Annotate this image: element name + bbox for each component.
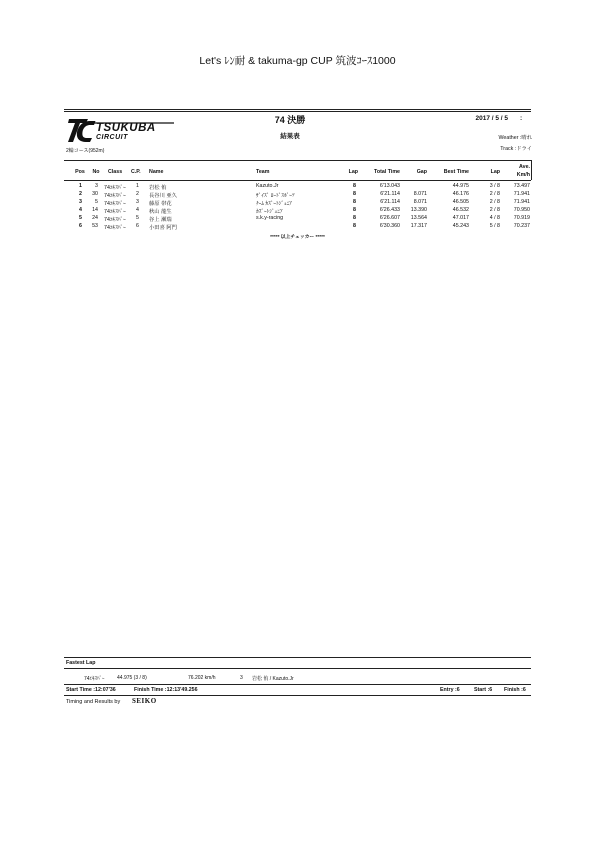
col-name: Name [149, 169, 164, 175]
cell-pos: 2 [79, 191, 82, 197]
cell-best-lap: 2 / 8 [489, 191, 500, 197]
cell-lap: 8 [353, 215, 356, 221]
table-top-rule [64, 160, 531, 161]
cell-pos: 5 [79, 215, 82, 221]
col-team: Team [256, 169, 270, 175]
cell-lap: 8 [353, 191, 356, 197]
col-pos: Pos [75, 169, 85, 175]
cell-class: 74ｴｷｽﾊﾟｰ [104, 201, 126, 207]
col-class: Class [108, 169, 123, 175]
cell-ave: 70.950 [513, 207, 530, 213]
table-header-rule [64, 180, 531, 181]
col-gap: Gap [416, 169, 427, 175]
page-title: Let's ﾚﾝ耐 & takuma-gp CUP 筑波ｺｰｽ1000 [199, 55, 396, 67]
logo-main-text: TSUKUBA [96, 122, 156, 134]
cell-cp: 4 [136, 207, 139, 213]
cell-gap: 13.564 [410, 215, 427, 221]
start-time: Start Time :12:07'36 [66, 687, 116, 693]
cell-pos: 6 [79, 223, 82, 229]
cell-total-time: 6'26.433 [379, 207, 400, 213]
cell-best-time: 44.975 [452, 183, 469, 189]
cell-class: 74ｴｷｽﾊﾟｰ [104, 193, 126, 199]
cell-gap: 8.071 [413, 191, 427, 197]
cell-cp: 2 [136, 191, 139, 197]
col-ave: Ave. [519, 164, 530, 170]
cell-cp: 5 [136, 215, 139, 221]
start-count: Start :6 [474, 687, 493, 693]
cell-ave: 70.919 [513, 215, 530, 221]
cell-no: 5 [95, 199, 98, 205]
time-colon: : [520, 115, 523, 122]
col-best-time: Best Time [443, 169, 469, 175]
cell-class: 74ｴｷｽﾊﾟｰ [104, 217, 126, 223]
fastest-lap-label: Fastest Lap [66, 660, 96, 666]
cell-name: 長谷川 亜久 [149, 193, 177, 199]
cell-name: 藤原 帯花 [149, 201, 172, 207]
cell-class: 74ｴｷｽﾊﾟｰ [104, 209, 126, 215]
cell-pos: 1 [79, 183, 82, 189]
course-name: 2輪コース(952m) [66, 148, 105, 154]
fastest-rider: 岩松 侑 / Kazuto.Jr [252, 676, 294, 682]
cell-best-time: 46.176 [452, 191, 469, 197]
seiko-logo: SEIKO [132, 697, 157, 705]
result-title: 結果表 [280, 133, 300, 140]
table-right-edge [531, 160, 532, 180]
cell-best-lap: 2 / 8 [489, 199, 500, 205]
cell-pos: 3 [79, 199, 82, 205]
cell-ave: 71.941 [513, 199, 530, 205]
timing-credit: Timing and Results by [66, 699, 121, 705]
cell-cp: 6 [136, 223, 139, 229]
cell-total-time: 6'21.114 [380, 199, 400, 205]
cell-pos: 4 [79, 207, 82, 213]
cell-name: 秋山 龍生 [149, 209, 172, 215]
cell-team: ｶｽﾞｰﾄｼﾞｭﾆｱ [256, 209, 283, 215]
cell-ave: 71.941 [513, 191, 530, 197]
col-best-lap: Lap [490, 169, 500, 175]
times-top-rule [64, 684, 531, 685]
col-ave-unit: Km/h [516, 172, 530, 178]
fastest-time: 44.975 (3 / 8) [117, 675, 147, 681]
cell-lap: 8 [353, 199, 356, 205]
cell-gap: 8.071 [413, 199, 427, 205]
checker-note: ***** 以上チェッカー ***** [270, 235, 325, 240]
cell-ave: 73.497 [513, 183, 530, 189]
cell-no: 3 [95, 183, 98, 189]
cell-team: Kazuto.Jr [256, 183, 279, 189]
cell-total-time: 6'30.360 [379, 223, 400, 229]
cell-no: 30 [92, 191, 98, 197]
circuit-logo [66, 118, 176, 144]
cell-best-lap: 2 / 8 [489, 207, 500, 213]
cell-gap: 13.390 [410, 207, 427, 213]
cell-team: s.k.y-racing [256, 215, 284, 221]
finish-count: Finish :6 [504, 687, 526, 693]
cell-best-time: 46.505 [452, 199, 469, 205]
fastest-speed: 76.202 km/h [188, 675, 216, 681]
cell-best-lap: 4 / 8 [489, 215, 500, 221]
cell-total-time: 6'21.114 [380, 191, 400, 197]
fastest-no: 3 [240, 675, 243, 681]
track-condition: Track :ドライ [500, 146, 532, 152]
col-lap: Lap [348, 169, 358, 175]
cell-no: 24 [92, 215, 98, 221]
fastest-lap-rule [64, 668, 531, 669]
cell-class: 74ｴｷｽﾊﾟｰ [104, 185, 126, 191]
footer-bottom-rule [64, 695, 531, 696]
cell-best-lap: 3 / 8 [489, 183, 500, 189]
cell-name: 小田喜 阿門 [149, 225, 177, 231]
cell-name: 岩松 侑 [149, 185, 167, 191]
col-total-time: Total Time [374, 169, 400, 175]
cell-best-lap: 5 / 8 [489, 223, 500, 229]
cell-best-time: 45.243 [452, 223, 469, 229]
cell-ave: 70.237 [513, 223, 530, 229]
cell-no: 53 [92, 223, 98, 229]
race-title: 74 決勝 [274, 115, 306, 125]
logo-sub-text: CIRCUIT [96, 134, 128, 141]
col-cp: C.P. [131, 169, 141, 175]
fastest-class: 74ｴｷｽﾊﾟｰ [84, 676, 105, 682]
entry-count: Entry :6 [440, 687, 460, 693]
race-date: 2017 / 5 / 5 [475, 115, 508, 122]
header-top-rule [64, 109, 531, 110]
cell-gap: 17.317 [410, 223, 427, 229]
cell-no: 14 [92, 207, 98, 213]
cell-total-time: 6'26.607 [379, 215, 400, 221]
cell-team: ｻﾞｲｽﾞ ﾛｰﾄﾞｽﾎﾟｰﾂ [256, 193, 295, 199]
cell-cp: 3 [136, 199, 139, 205]
cell-best-time: 46.532 [452, 207, 469, 213]
col-no: No [92, 169, 100, 175]
cell-lap: 8 [353, 207, 356, 213]
cell-lap: 8 [353, 223, 356, 229]
cell-class: 74ｴｷｽﾊﾟｰ [104, 225, 126, 231]
cell-name: 谷上 瀬瑞 [149, 217, 172, 223]
cell-lap: 8 [353, 183, 356, 189]
footer-top-rule [64, 657, 531, 658]
cell-cp: 1 [136, 183, 139, 189]
finish-time: Finish Time :12:13'49.256 [134, 687, 198, 693]
weather: Weather :晴れ [498, 135, 532, 141]
header-top-rule-thin [64, 111, 531, 112]
cell-team: ﾁｰﾑ ｶｽﾞｰﾄｼﾞｭﾆｱ [256, 201, 292, 207]
cell-best-time: 47.017 [452, 215, 469, 221]
cell-total-time: 6'13.043 [379, 183, 400, 189]
